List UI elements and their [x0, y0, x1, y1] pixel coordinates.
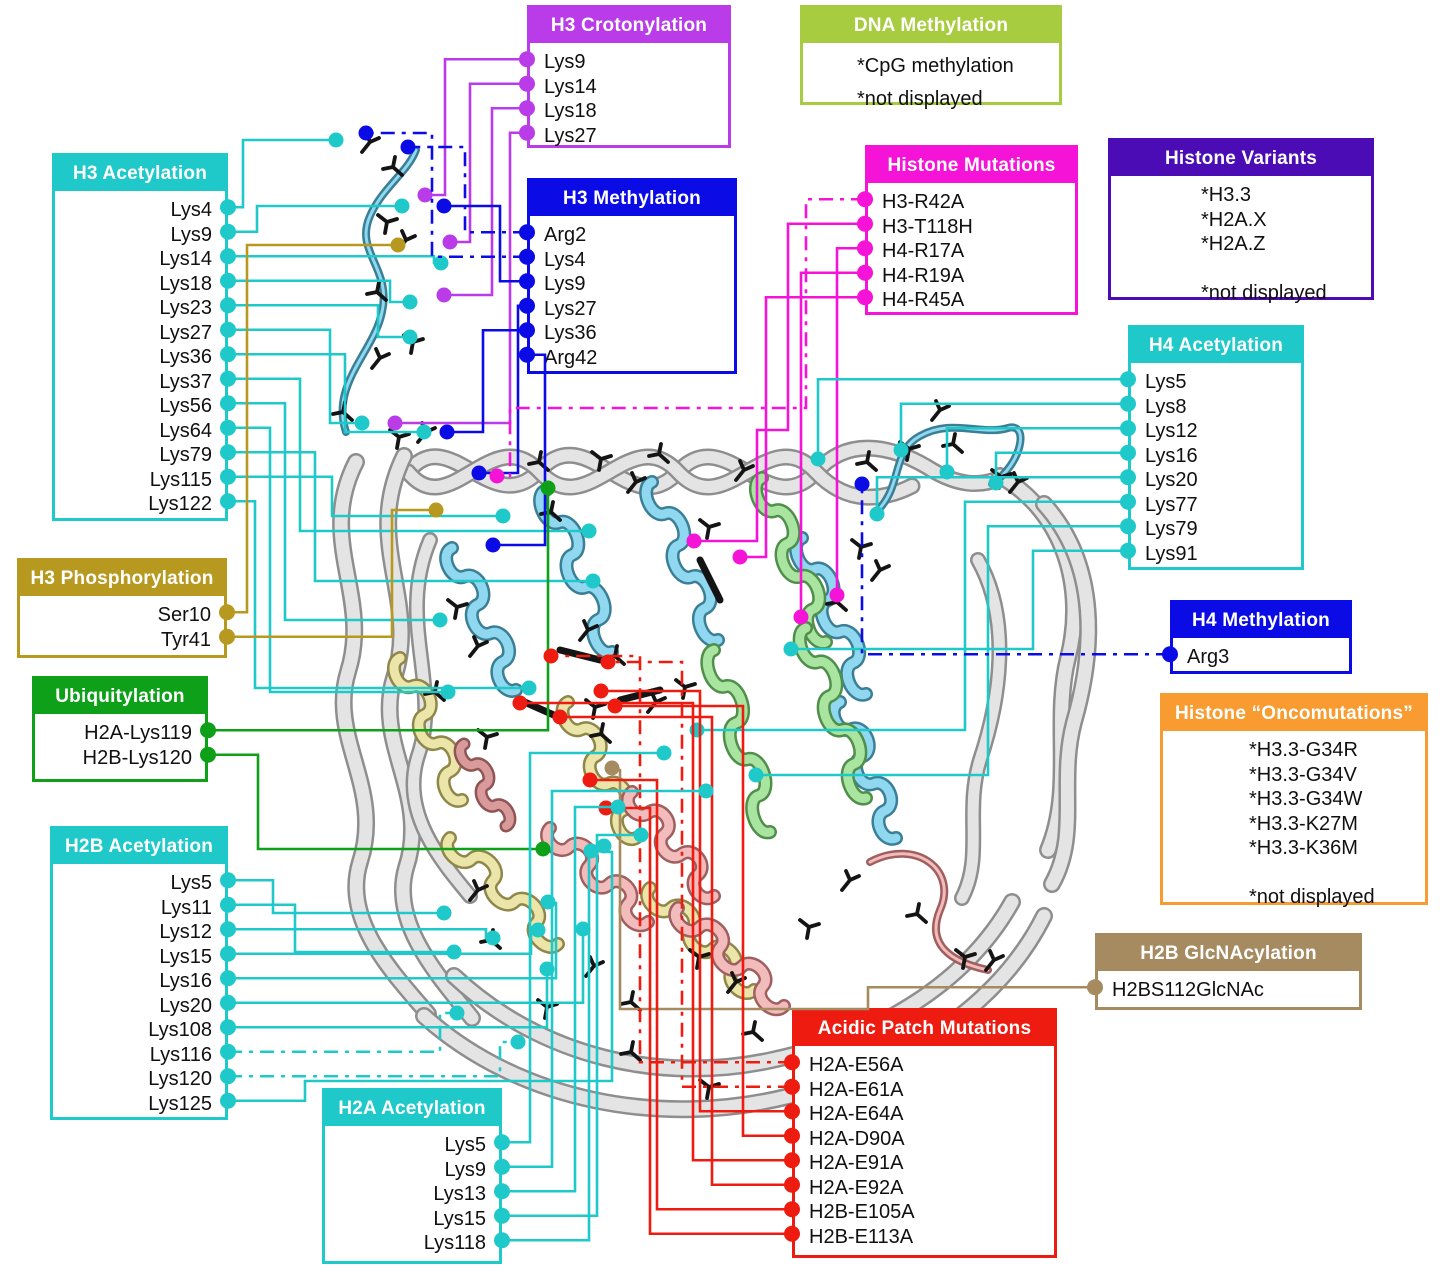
box-item: Lys14: [159, 248, 212, 270]
residue-stick: [800, 920, 819, 938]
residue-stick: [418, 423, 435, 442]
residue-stick: [943, 434, 962, 452]
box-item: H4-R45A: [882, 289, 965, 311]
residue-stick: [842, 871, 859, 890]
residue-stick: [390, 430, 409, 448]
box-item: Lys56: [159, 395, 212, 417]
box-item: H2B-E105A: [809, 1201, 915, 1223]
box-item: H3-T118H: [882, 215, 973, 238]
box-title: Histone “Oncomutations”: [1163, 696, 1425, 731]
ribbon: [628, 792, 714, 898]
box-item: H2A-E91A: [809, 1152, 904, 1174]
box-title: H4 Methylation: [1173, 603, 1349, 638]
ribbon-edge: [446, 548, 516, 691]
box-item: Lys9: [544, 51, 586, 73]
box-item: *H3.3-G34V: [1249, 763, 1357, 786]
box-item: *not displayed: [1201, 282, 1327, 304]
box-item: *H3.3-K36M: [1249, 837, 1358, 859]
residue-stick: [700, 520, 719, 538]
box-item: Lys91: [1145, 542, 1198, 565]
box-items: [1163, 731, 1425, 910]
box-title: Histone Mutations: [868, 148, 1075, 183]
residue-stick: [907, 904, 926, 922]
box-title: H3 Phosphorylation: [20, 561, 224, 596]
residue-stick: [538, 1000, 557, 1018]
residue-stick: [481, 930, 500, 948]
box-ubiquitylation: [32, 676, 208, 782]
box-items: [1131, 363, 1301, 566]
box-item: *H3.3: [1201, 184, 1252, 206]
box-title: H4 Acetylation: [1131, 328, 1301, 363]
box-item: Lys12: [159, 921, 212, 943]
box-title: DNA Methylation: [803, 8, 1059, 43]
box-item: *H3.3-G34R: [1249, 739, 1358, 761]
box-item: Arg42: [544, 346, 598, 369]
residue-stick: [586, 957, 603, 976]
box-items: [530, 43, 728, 148]
box-item: Lys8: [1145, 395, 1187, 418]
box-item: Lys23: [159, 297, 212, 319]
box-item: Lys16: [1145, 444, 1198, 467]
box-item: Lys36: [544, 322, 597, 344]
box-item: H4-R17A: [882, 240, 965, 262]
box-item: Lys5: [444, 1134, 486, 1156]
box-item: Lys9: [170, 223, 212, 246]
residue-stick: [362, 133, 379, 152]
box-items: [325, 1126, 499, 1256]
box-item: Lys108: [148, 1019, 212, 1041]
box-item: H2B-Lys120: [82, 746, 192, 769]
box-title: H3 Methylation: [530, 181, 734, 216]
box-items: [35, 714, 205, 770]
box-items: [530, 216, 734, 370]
box-item: H2A-E61A: [809, 1078, 904, 1101]
residue-stick: [700, 1080, 719, 1098]
box-item: Lys12: [1145, 420, 1198, 442]
box-item: Lys115: [149, 468, 212, 491]
residue-stick: [448, 600, 467, 618]
residue-stick: [676, 680, 695, 698]
box-items: [868, 183, 1075, 313]
box-item: Lys18: [544, 100, 597, 122]
box-item: *H3.3-K27M: [1249, 812, 1358, 835]
box-item: H2A-E56A: [809, 1054, 904, 1076]
box-item: Lys5: [1145, 371, 1187, 393]
box-item: *H2A.Z: [1201, 233, 1266, 255]
box-item: [1187, 257, 1371, 282]
box-title: Ubiquitylation: [35, 679, 205, 714]
box-items: [53, 864, 225, 1116]
box-item: H2BS112GlcNAc: [1112, 979, 1264, 1001]
box-acidic-patch-mutations: [792, 1008, 1057, 1258]
box-item: Lys11: [160, 896, 212, 919]
box-item: Arg2: [544, 224, 587, 246]
residue-stick: [372, 349, 389, 368]
box-item: Lys37: [159, 370, 212, 393]
box-item: Lys20: [1145, 469, 1198, 491]
residue-stick: [621, 992, 640, 1010]
box-item: H2A-D90A: [809, 1127, 905, 1150]
box-item: Lys14: [544, 75, 597, 98]
box-item: Lys9: [444, 1158, 486, 1181]
box-item: Lys15: [159, 945, 212, 968]
box-h2b-glcnacylation: [1095, 933, 1362, 1010]
residue-stick: [478, 730, 497, 748]
box-item: Ser10: [157, 604, 211, 626]
box-item: Lys64: [159, 419, 212, 442]
ribbon-edge: [646, 482, 718, 641]
box-item: H2B-E113A: [809, 1225, 914, 1248]
box-title: H3 Crotonylation: [530, 8, 728, 43]
box-item: Lys27: [159, 321, 212, 344]
box-items: [55, 191, 225, 517]
box-item: Lys18: [159, 272, 212, 295]
box-item: Lys13: [433, 1183, 486, 1205]
box-item: Lys15: [433, 1207, 486, 1230]
box-item: Arg3: [1187, 646, 1230, 668]
box-h3-acetylation: [52, 153, 228, 521]
box-title: H3 Acetylation: [55, 156, 225, 191]
box-item: Lys4: [170, 199, 212, 221]
box-item: Lys16: [159, 970, 212, 992]
box-item: Lys27: [544, 124, 597, 147]
residue-stick: [383, 157, 402, 175]
box-item: *CpG methylation: [857, 55, 1014, 77]
box-histone-variants: [1108, 138, 1374, 304]
residue-stick: [378, 215, 397, 233]
box-title: Acidic Patch Mutations: [795, 1011, 1054, 1046]
ribbon-edge: [628, 792, 714, 898]
box-item: Lys9: [544, 273, 586, 295]
residue-stick: [398, 231, 415, 250]
box-h4-acetylation: [1128, 325, 1304, 570]
residue-cluster: [520, 700, 556, 716]
box-items: [1173, 638, 1349, 670]
box-title: H2A Acetylation: [325, 1091, 499, 1126]
box-item: Lys4: [544, 248, 586, 271]
box-item: Lys5: [170, 872, 212, 894]
ribbon-edge: [562, 702, 636, 839]
residue-stick: [743, 1022, 762, 1040]
residue-stick: [852, 540, 871, 558]
box-items: [795, 1046, 1054, 1249]
box-item: Lys120: [148, 1068, 212, 1090]
ribbon-edge: [707, 650, 770, 832]
box-item: Lys122: [148, 493, 212, 515]
residue-stick: [932, 401, 949, 420]
ribbon-edge: [343, 150, 416, 432]
residue-stick: [586, 700, 605, 718]
box-h4-methylation: [1170, 600, 1352, 674]
box-items: [1111, 176, 1371, 306]
box-item: Lys118: [423, 1232, 486, 1254]
box-item: Lys79: [159, 444, 212, 466]
box-items: [20, 596, 224, 652]
box-item: Lys77: [1145, 493, 1198, 516]
box-item: H4-R19A: [882, 264, 965, 287]
box-h3-phosphorylation: [17, 558, 227, 658]
box-h2b-acetylation: [50, 826, 228, 1120]
box-item: *H3.3-G34W: [1249, 788, 1363, 810]
box-item: Tyr41: [160, 628, 211, 651]
box-h3-crotonylation: [527, 5, 731, 148]
box-title: Histone Variants: [1111, 141, 1371, 176]
box-items: [803, 43, 1059, 116]
box-title: H2B GlcNAcylation: [1098, 936, 1359, 971]
box-item: H3-R42A: [882, 191, 965, 213]
box-item: Lys27: [544, 297, 597, 320]
box-title: H2B Acetylation: [53, 829, 225, 864]
box-item: *not displayed: [1249, 886, 1375, 908]
box-item: Lys125: [148, 1092, 212, 1115]
box-item: *not displayed: [857, 88, 983, 110]
box-item: Lys116: [149, 1043, 212, 1066]
residue-stick: [872, 561, 889, 580]
box-item: Lys36: [159, 346, 212, 368]
box-item: [1235, 861, 1425, 886]
box-items: [1098, 971, 1359, 1003]
box-item: Lys20: [159, 994, 212, 1017]
residue-stick: [404, 335, 423, 353]
box-item: H2A-Lys119: [84, 722, 192, 744]
box-item: H2A-E92A: [809, 1176, 904, 1199]
box-item: *H2A.X: [1201, 208, 1267, 231]
box-item: Lys79: [1145, 518, 1198, 540]
box-histone-mutations: [865, 145, 1078, 315]
box-item: H2A-E64A: [809, 1103, 904, 1125]
ribbon: [343, 150, 416, 432]
box-dna-methylation: [800, 5, 1062, 110]
box-h2a-acetylation: [322, 1088, 502, 1264]
box-h3-methylation: [527, 178, 737, 374]
box-histone-oncomutations: [1160, 693, 1428, 908]
